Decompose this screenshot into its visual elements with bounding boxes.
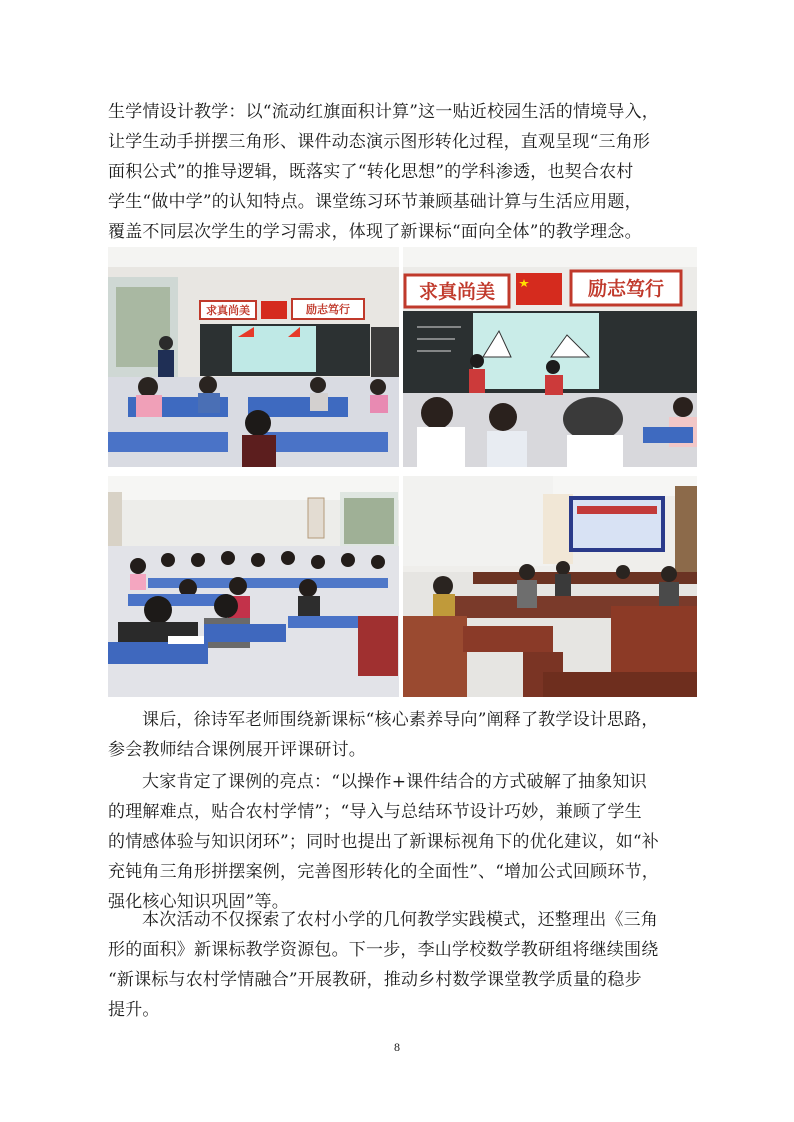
banner-right-small: 励志笃行 (306, 303, 350, 316)
intro-paragraph (108, 97, 698, 247)
intro-line-1: 生学情设计教学：以“流动红旗面积计算”这一贴近校园生活的情境导入， (108, 102, 659, 122)
intro-line-4: 学生“做中学”的认知特点。课堂练习环节兼顾基础计算与生活应用题， (108, 192, 642, 212)
intro-line-2: 让学生动手拼摆三角形、课件动态演示图形转化过程，直观呈现“三角形 (108, 132, 651, 152)
para4-line-3: “新课标与农村学情融合”开展教研，推动乡村数学课堂教学质量的稳步 (108, 970, 642, 990)
para4-line-1: 本次活动不仅探索了农村小学的几何教学实践模式，还整理出《三角 (142, 910, 658, 930)
para2-line-2: 参会教师结合课例展开评课研讨。 (108, 740, 366, 760)
paragraph-after-class (108, 705, 698, 765)
meeting-room-photo (403, 476, 697, 697)
para2-line-1: 课后，徐诗军老师围绕新课标“核心素养导向”阐释了教学设计思路， (142, 710, 659, 730)
banner-left-small: 求真尚美 (206, 304, 250, 317)
para3-line-1: 大家肯定了课例的亮点：“以操作+课件结合的方式破解了抽象知识 (142, 772, 647, 792)
para4-line-4: 提升。 (108, 1000, 160, 1020)
para3-line-2: 的理解难点，贴合农村学情”；“导入与总结环节设计巧妙，兼顾了学生 (108, 802, 642, 822)
classroom-photo-1 (108, 247, 399, 467)
classroom-photo-2 (403, 247, 697, 467)
photo-grid (108, 247, 697, 697)
para3-line-4: 充钝角三角形拼摆案例，完善图形转化的全面性”、“增加公式回顾环节， (108, 862, 659, 882)
para3-line-5: 强化核心知识巩固”等。 (108, 892, 289, 912)
paragraph-conclusion (108, 905, 698, 1025)
intro-line-5: 覆盖不同层次学生的学习需求，体现了新课标“面向全体”的教学理念。 (108, 222, 642, 242)
para4-line-2: 形的面积》新课标教学资源包。下一步，李山学校数学教研组将继续围绕 (108, 940, 659, 960)
para3-line-3: 的情感体验与知识闭环”；同时也提出了新课标视角下的优化建议，如“补 (108, 832, 659, 852)
intro-line-3: 面积公式”的推导逻辑，既落实了“转化思想”的学科渗透，也契合农村 (108, 162, 634, 182)
paragraph-highlights (108, 767, 698, 917)
page-number: 8 (394, 1040, 400, 1054)
banner-right-large: 励志笃行 (587, 278, 665, 300)
classroom-photo-3 (108, 476, 399, 697)
banner-left-large: 求真尚美 (418, 281, 496, 303)
